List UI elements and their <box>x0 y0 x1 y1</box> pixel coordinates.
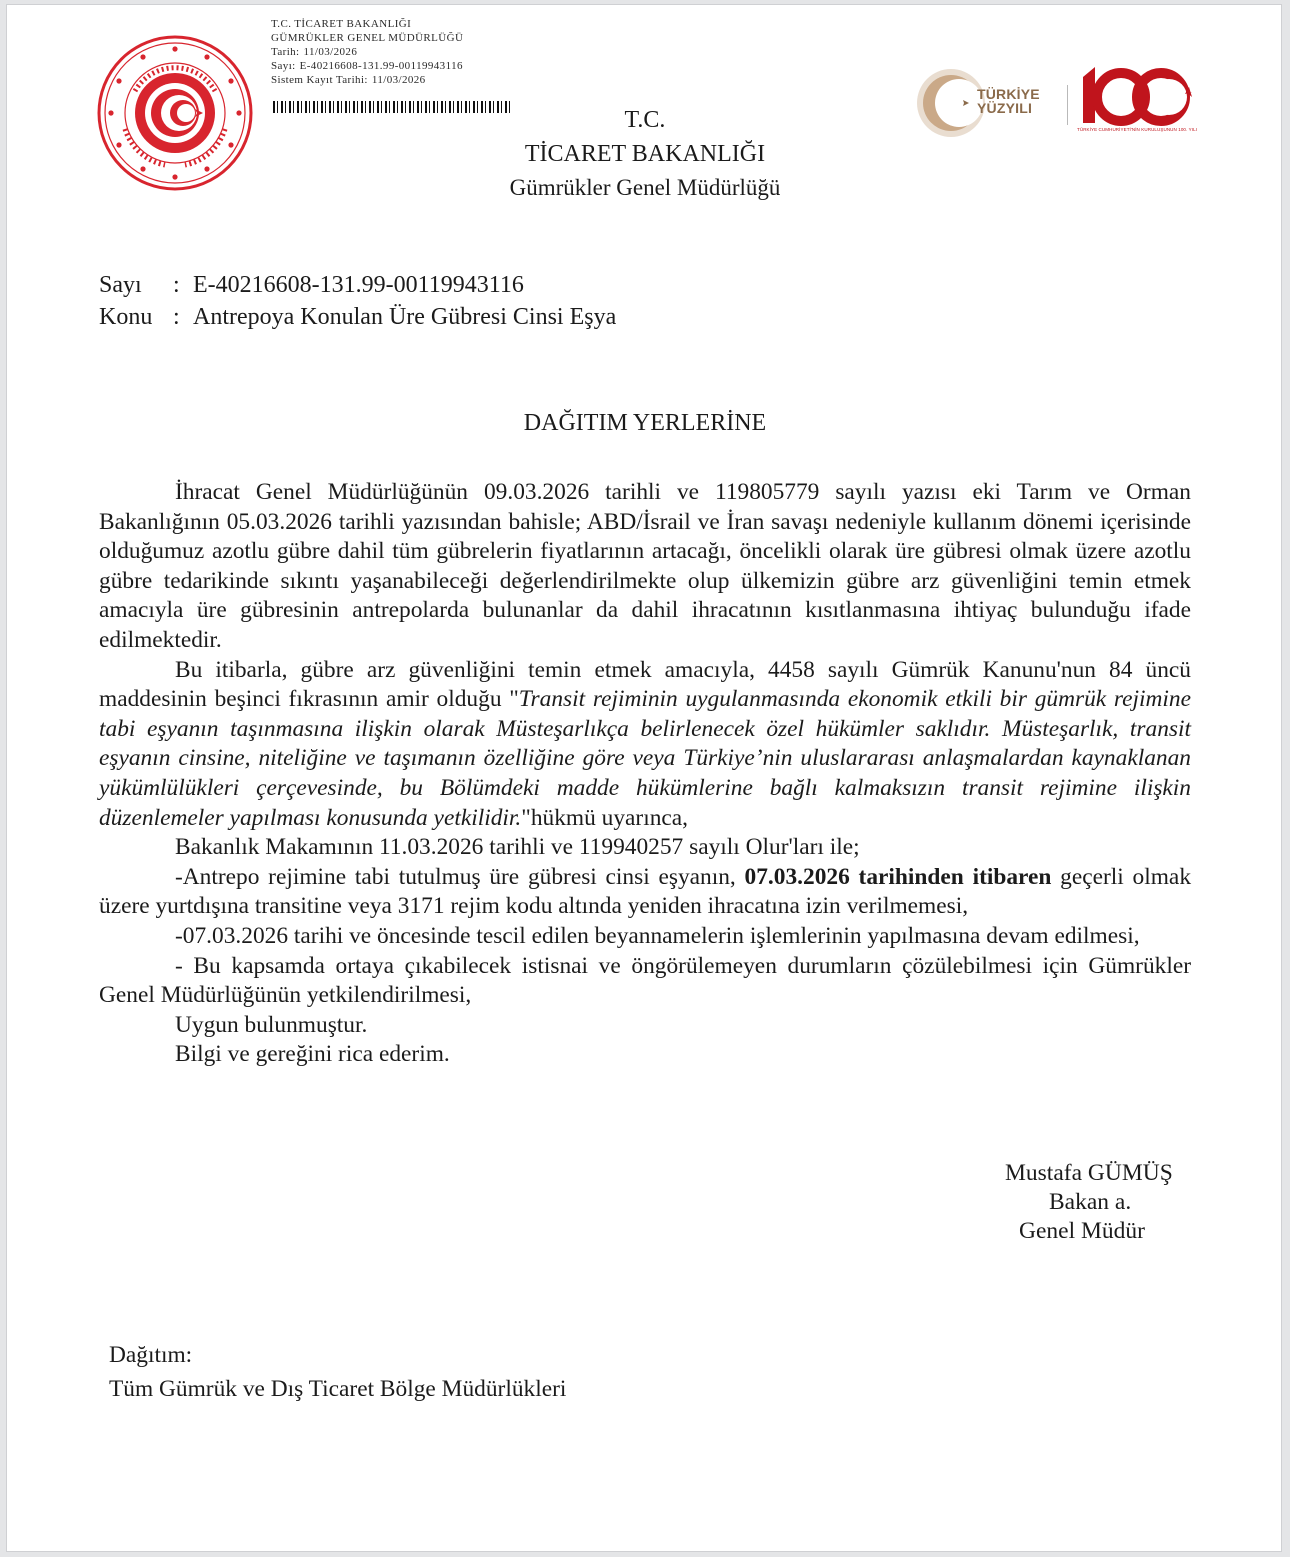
meta-konu-row <box>99 301 616 333</box>
meta-colon: : <box>173 272 180 298</box>
paragraph-7: Uygun bulunmuştur. <box>175 1011 368 1038</box>
paragraph-8: Bilgi ve gereğini rica ederim. <box>175 1041 450 1068</box>
document-meta <box>99 269 616 333</box>
registry-system-date <box>271 73 463 87</box>
registry-number <box>271 59 463 73</box>
registry-date-value: 11/03/2026 <box>303 46 358 58</box>
paragraph-5: -07.03.2026 tarihi ve öncesinde tescil edilen beyannamelerin işlemlerinin yapılmasına devam edilmesi, <box>175 922 1140 949</box>
document-title <box>347 103 943 205</box>
republic-100-logo <box>1077 63 1197 127</box>
hundred-caption: TÜRKİYE CUMHURİYETİ'NİN KURULUŞUNUN 100. YILI <box>1077 127 1198 132</box>
law-quote: Transit rejiminin uygulanmasında ekonomik etkili bir gümrük rejimine tabi eşyanın taşınmasına ilişkin olarak Müsteşarlıkça belirlenecek özel hükümler saklıdır. Müsteşarlık, transit eşyanın cinsine, niteliğine ve taşımanın özelliğine göre veya Türkiye’nin uluslararası anlaşmalardan kaynaklanan yükümlülükleri çerçevesinde, bu Bölümdeki madde hükümlerine bağlı kalmaksızın transit rejimine ilişkin düzenlemeler yapılması konusunda yetkilidir. <box>99 686 1191 831</box>
signatory-role-1: Bakan a. <box>1049 1189 1132 1215</box>
title-tc: T.C. <box>624 107 666 133</box>
yuzyil-logo-text <box>977 87 1040 115</box>
paragraph-4-start: -Antrepo rejimine tabi tutulmuş üre gübresi cinsi eşyanın, <box>175 863 745 890</box>
paragraph-4 <box>99 863 1191 922</box>
paragraph-4-end: geçerli olmak üzere yurtdışına transitine veya 3171 rejim kodu altında yeniden ihracatına izin verilmemesi, <box>99 863 1192 920</box>
registry-block <box>271 17 463 87</box>
yuzyil-line1: TÜRKİYE <box>977 86 1040 102</box>
letter-body <box>99 478 1191 1070</box>
meta-colon: : <box>173 304 180 330</box>
distribution-value: Tüm Gümrük ve Dış Ticaret Bölge Müdürlükleri <box>109 1376 567 1402</box>
ministry-seal-logo <box>95 33 255 193</box>
yuzyil-line2: YÜZYILI <box>977 100 1033 116</box>
signatory-role-2: Genel Müdür <box>1019 1218 1145 1244</box>
registry-ministry: T.C. TİCARET BAKANLIĞI <box>271 18 412 30</box>
registry-date-label: Tarih: <box>271 46 300 58</box>
signature-block <box>967 1159 1227 1246</box>
meta-sayi-label: Sayı <box>99 272 142 298</box>
paragraph-2-start: Bu itibarla, gübre arz güvenliğini temin etmek amacıyla, 4458 sayılı Gümrük Kanunu'nun 84 üncü maddesinin beşinci fıkrasının amir olduğu " <box>99 656 1191 713</box>
distribution-block <box>109 1338 566 1406</box>
effective-date: 07.03.2026 tarihinden itibaren <box>744 863 1052 890</box>
title-ministry: TİCARET BAKANLIĞI <box>524 141 766 167</box>
paragraph-1: İhracat Genel Müdürlüğünün 09.03.2026 tarihli ve 119805779 sayılı yazısı eki Tarım ve Orman Bakanlığının 05.03.2026 tarihli yazısından bahisle; ABD/İsrail ve İran savaşı nedeniyle kullanım dönemi içerisinde olduğumuz azotlu gübre dahil tüm gübrelerin fiyatlarının artacağı, öncelikli olarak üre gübresi olmak üzere azotlu gübre tedarikinde sıkıntı yaşanabileceği değerlendirilmekte olup ülkemizin gübre arz güvenliğini temin etmek amacıyla üre gübresinin antrepolarda bulunanlar da dahil ihracatının kısıtlanmasına ihtiyaç bulunduğu ifade edilmektedir. <box>99 479 1191 653</box>
document-page <box>6 4 1282 1552</box>
title-directorate: Gümrükler Genel Müdürlüğü <box>509 175 781 200</box>
registry-date <box>271 45 463 59</box>
paragraph-3: Bakanlık Makamının 11.03.2026 tarihli ve 119940257 sayılı Olur'ları ile; <box>175 834 860 861</box>
registry-directorate: GÜMRÜKLER GENEL MÜDÜRLÜĞÜ <box>271 32 464 44</box>
paragraph-2 <box>99 656 1191 834</box>
paragraph-6: - Bu kapsamda ortaya çıkabilecek istisnai ve öngörülemeyen durumların çözülebilmesi için Gümrükler Genel Müdürlüğünün yetkilendirilmesi, <box>99 952 1191 1009</box>
distribution-label: Dağıtım: <box>109 1342 193 1368</box>
addressee-heading: DAĞITIM YERLERİNE <box>523 410 767 436</box>
signatory-name: Mustafa GÜMÜŞ <box>1005 1160 1173 1186</box>
paragraph-2-end: "hükmü uyarınca, <box>521 804 689 831</box>
registry-system-date-label: Sistem Kayıt Tarihi: <box>271 74 368 86</box>
registry-number-value: E-40216608-131.99-00119943116 <box>299 60 463 72</box>
registry-number-label: Sayı: <box>271 60 296 72</box>
meta-konu-value: Antrepoya Konulan Üre Gübresi Cinsi Eşya <box>193 304 617 330</box>
meta-sayi-value: E-40216608-131.99-00119943116 <box>193 272 524 298</box>
meta-sayi-row <box>99 269 616 301</box>
logo-divider <box>1067 85 1068 125</box>
meta-konu-label: Konu <box>99 304 153 330</box>
registry-system-date-value: 11/03/2026 <box>371 74 426 86</box>
